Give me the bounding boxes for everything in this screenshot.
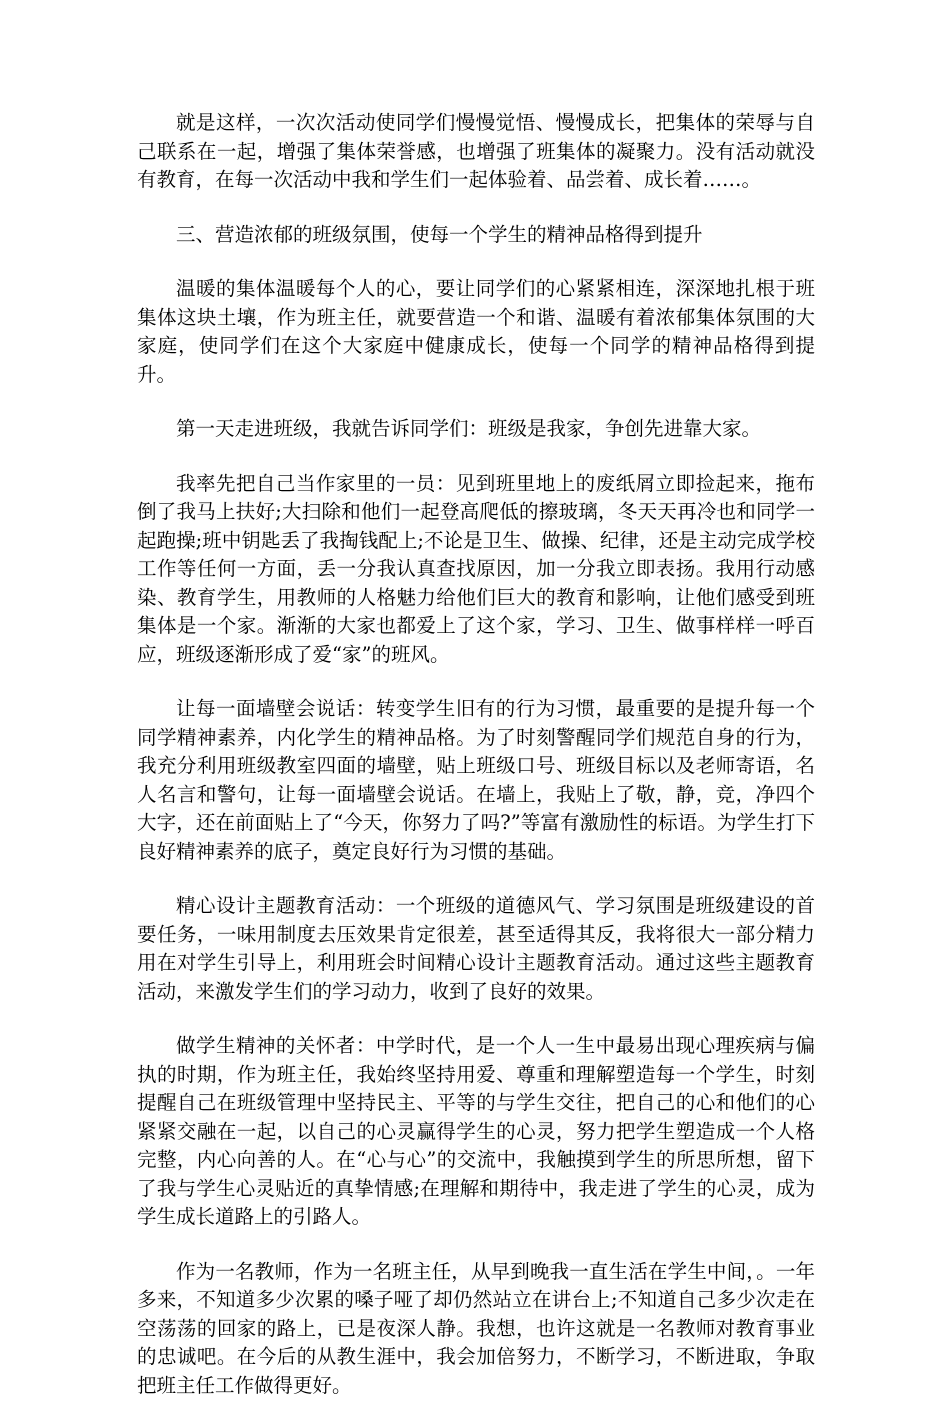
section-heading-3: 三、营造浓郁的班级氛围，使每一个学生的精神品格得到提升 — [176, 222, 703, 246]
paragraph-conclusion: 作为一名教师，作为一名班主任，从早到晚我一直生活在学生中间，。一年多来，不知道多少次累的嗓子哑了却仍然站立在讲台上;不知道自己多少次走在空荡荡的回家的路上，已是夜深人静。我想，也许这就是一名教师对教育事业的忠诚吧。在今后的从教生涯中，我会加倍努力，不断学习，不断进取，争取把班主任工作做得更好。 — [137, 1259, 815, 1397]
paragraph-warm-collective: 温暖的集体温暖每个人的心，要让同学们的心紧紧相连，深深地扎根于班集体这块土壤，作为班主任，就要营造一个和谐、温暖有着浓郁集体氛围的大家庭，使同学们在这个大家庭中健康成长，使每一个同学的精神品格得到提升。 — [137, 277, 815, 386]
paragraph-spiritual-care: 做学生精神的关怀者：中学时代，是一个人一生中最易出现心理疾病与偏执的时期，作为班主任，我始终坚持用爱、尊重和理解塑造每一个学生，时刻提醒自己在班级管理中坚持民主、平等的与学生交往，把自己的心和他们的心紧紧交融在一起，以自己的心灵赢得学生的心灵，努力把学生塑造成一个人格完整，内心向善的人。在“心与心”的交流中，我触摸到学生的所思所想，留下了我与学生心灵贴近的真挚情感;在理解和期待中，我走进了学生的心灵，成为学生成长道路上的引路人。 — [137, 1034, 815, 1228]
paragraph-lead-by-example: 我率先把自己当作家里的一员：见到班里地上的废纸屑立即捡起来，拖布倒了我马上扶好;大扫除和他们一起登高爬低的擦玻璃，冬天天再冷也和同学一起跑操;班中钥匙丢了我掏钱配上;不论是卫生、做操、纪律，还是主动完成学校工作等任何一方面，丢一分我认真查找原因，加一分我立即表扬。我用行动感染、教育学生，用教师的人格魅力给他们巨大的教育和影响，让他们感受到班集体是一个家。渐渐的大家也都爱上了这个家，学习、卫生、做事样样一呼百应，班级逐渐形成了爱“家”的班风。 — [137, 471, 815, 666]
paragraph-first-day: 第一天走进班级，我就告诉同学们：班级是我家，争创先进靠大家。 — [176, 417, 762, 440]
paragraph-activities-summary: 就是这样，一次次活动使同学们慢慢觉悟、慢慢成长，把集体的荣辱与自己联系在一起，增强了集体荣誉感，也增强了班集体的凝聚力。没有活动就没有教育，在每一次活动中我和学生们一起体验着、品尝着、成长着……。 — [137, 111, 815, 191]
document-body — [137, 109, 815, 1426]
paragraph-theme-activities: 精心设计主题教育活动：一个班级的道德风气、学习氛围是班级建设的首要任务，一味用制度去压效果肯定很差，甚至适得其反，我将很大一部分精力用在对学生引导上，利用班会时间精心设计主题教育活动。通过这些主题教育活动，来激发学生们的学习动力，收到了良好的效果。 — [137, 894, 815, 1003]
paragraph-walls-speak: 让每一面墙壁会说话：转变学生旧有的行为习惯，最重要的是提升每一个同学精神素养，内化学生的精神品格。为了时刻警醒同学们规范自身的行为，我充分利用班级教室四面的墙壁，贴上班级口号、班级目标以及老师寄语，名人名言和警句，让每一面墙壁会说话。在墙上，我贴上了敬，静，竞，净四个大字，还在前面贴上了“今天，你努力了吗?”等富有激励性的标语。为学生打下良好精神素养的底子，奠定良好行为习惯的基础。 — [137, 697, 815, 863]
